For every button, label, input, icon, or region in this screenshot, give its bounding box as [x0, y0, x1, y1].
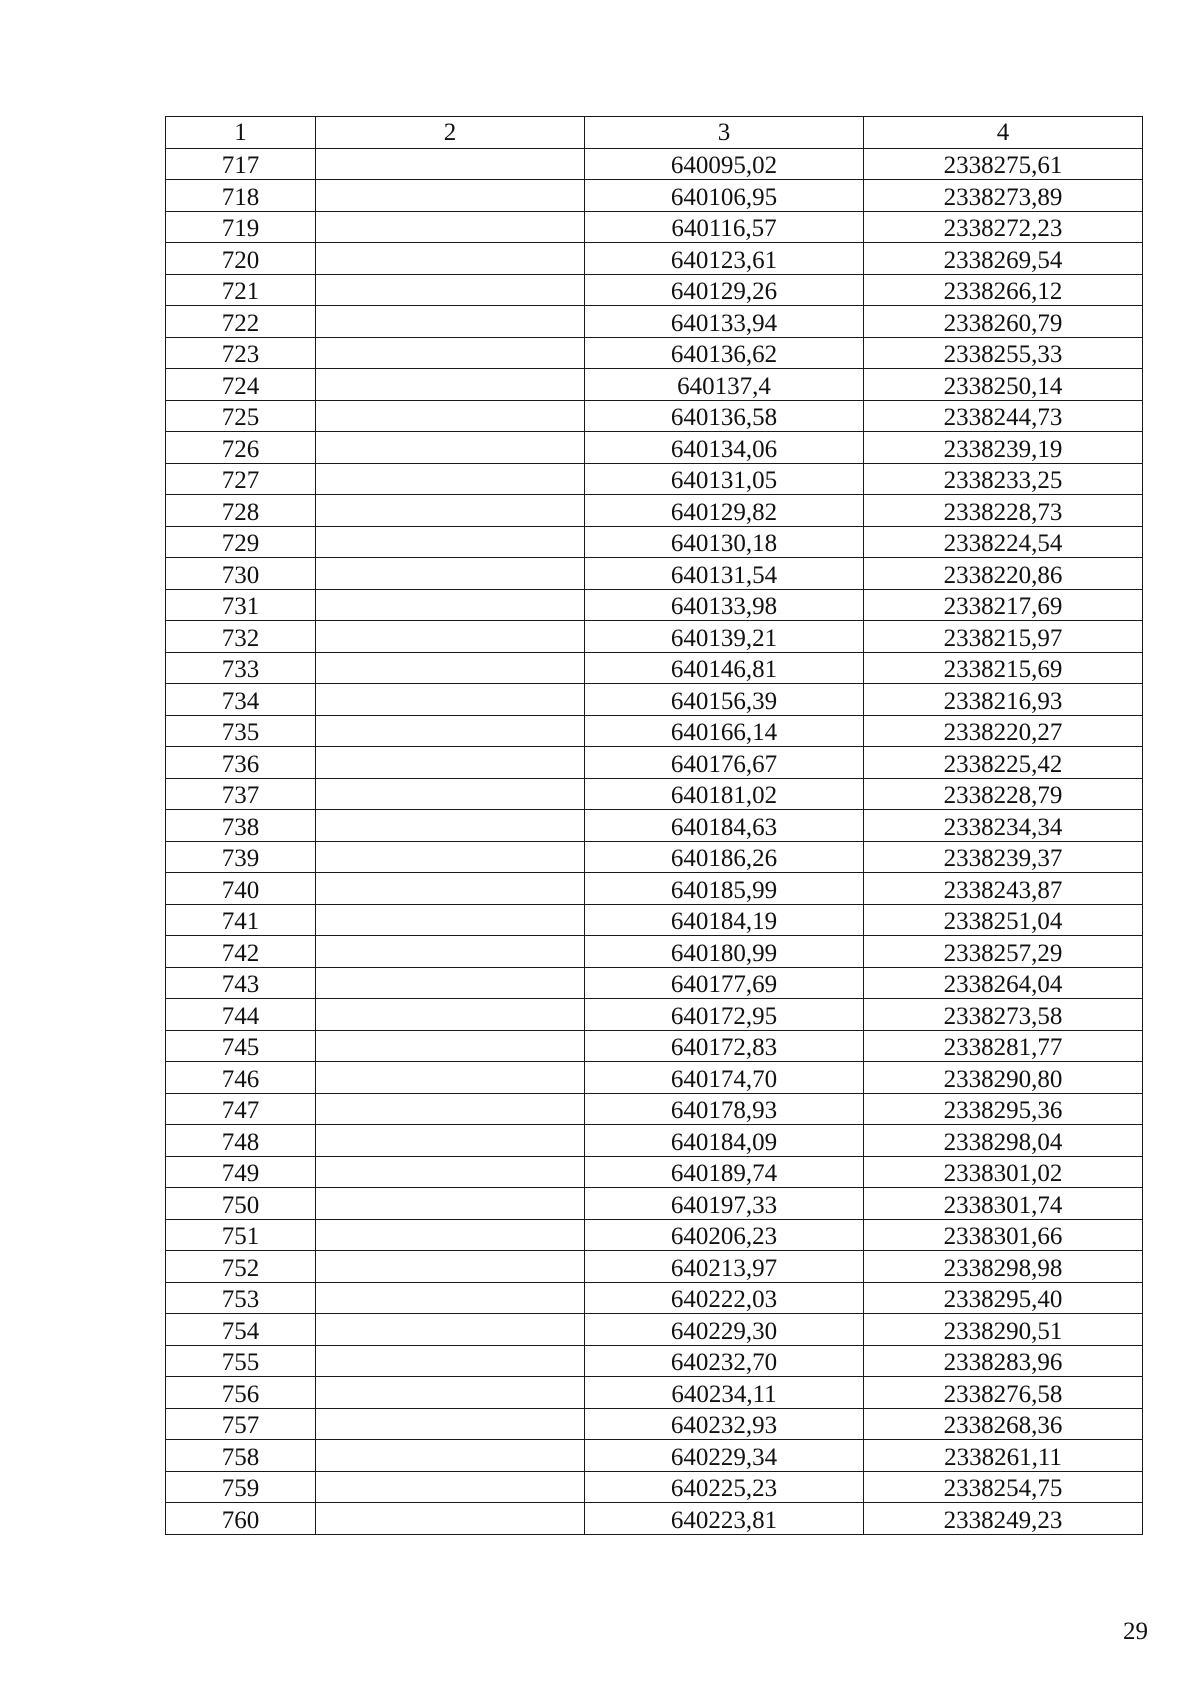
description-cell [316, 306, 585, 338]
table-body [166, 148, 1143, 1534]
x-coordinate-cell: 640177,69 [585, 967, 864, 999]
y-coordinate-cell: 2338301,66 [864, 1219, 1143, 1251]
description-cell [316, 873, 585, 905]
description-cell [316, 1471, 585, 1503]
x-coordinate-cell: 640129,26 [585, 274, 864, 306]
x-coordinate-cell: 640136,62 [585, 337, 864, 369]
point-number-cell: 758 [166, 1440, 316, 1472]
table-row [166, 715, 1143, 747]
description-cell [316, 652, 585, 684]
x-coordinate-cell: 640176,67 [585, 747, 864, 779]
description-cell [316, 1251, 585, 1283]
description-cell [316, 1093, 585, 1125]
description-cell [316, 936, 585, 968]
point-number-cell: 734 [166, 684, 316, 716]
y-coordinate-cell: 2338254,75 [864, 1471, 1143, 1503]
y-coordinate-cell: 2338301,74 [864, 1188, 1143, 1220]
table-row [166, 1377, 1143, 1409]
y-coordinate-cell: 2338225,42 [864, 747, 1143, 779]
x-coordinate-cell: 640223,81 [585, 1503, 864, 1535]
point-number-cell: 744 [166, 999, 316, 1031]
y-coordinate-cell: 2338272,23 [864, 211, 1143, 243]
point-number-cell: 723 [166, 337, 316, 369]
point-number-cell: 753 [166, 1282, 316, 1314]
description-cell [316, 810, 585, 842]
description-cell [316, 589, 585, 621]
point-number-cell: 751 [166, 1219, 316, 1251]
point-number-cell: 720 [166, 243, 316, 275]
x-coordinate-cell: 640186,26 [585, 841, 864, 873]
point-number-cell: 739 [166, 841, 316, 873]
point-number-cell: 718 [166, 180, 316, 212]
x-coordinate-cell: 640172,95 [585, 999, 864, 1031]
point-number-cell: 746 [166, 1062, 316, 1094]
y-coordinate-cell: 2338217,69 [864, 589, 1143, 621]
table-row [166, 1030, 1143, 1062]
y-coordinate-cell: 2338215,69 [864, 652, 1143, 684]
x-coordinate-cell: 640232,70 [585, 1345, 864, 1377]
x-coordinate-cell: 640156,39 [585, 684, 864, 716]
x-coordinate-cell: 640178,93 [585, 1093, 864, 1125]
x-coordinate-cell: 640095,02 [585, 148, 864, 180]
point-number-cell: 756 [166, 1377, 316, 1409]
point-number-cell: 721 [166, 274, 316, 306]
point-number-cell: 742 [166, 936, 316, 968]
point-number-cell: 748 [166, 1125, 316, 1157]
point-number-cell: 737 [166, 778, 316, 810]
header-cell-4: 4 [864, 117, 1143, 149]
y-coordinate-cell: 2338233,25 [864, 463, 1143, 495]
description-cell [316, 1440, 585, 1472]
x-coordinate-cell: 640116,57 [585, 211, 864, 243]
y-coordinate-cell: 2338251,04 [864, 904, 1143, 936]
table-row [166, 400, 1143, 432]
point-number-cell: 729 [166, 526, 316, 558]
description-cell [316, 180, 585, 212]
description-cell [316, 1314, 585, 1346]
description-cell [316, 904, 585, 936]
x-coordinate-cell: 640185,99 [585, 873, 864, 905]
table-row [166, 652, 1143, 684]
point-number-cell: 749 [166, 1156, 316, 1188]
table-row [166, 778, 1143, 810]
table-row [166, 1503, 1143, 1535]
table-row [166, 1440, 1143, 1472]
point-number-cell: 752 [166, 1251, 316, 1283]
table-row [166, 1471, 1143, 1503]
description-cell [316, 1188, 585, 1220]
point-number-cell: 731 [166, 589, 316, 621]
x-coordinate-cell: 640234,11 [585, 1377, 864, 1409]
y-coordinate-cell: 2338220,27 [864, 715, 1143, 747]
y-coordinate-cell: 2338268,36 [864, 1408, 1143, 1440]
table-row [166, 1251, 1143, 1283]
y-coordinate-cell: 2338216,93 [864, 684, 1143, 716]
point-number-cell: 754 [166, 1314, 316, 1346]
y-coordinate-cell: 2338295,36 [864, 1093, 1143, 1125]
x-coordinate-cell: 640229,30 [585, 1314, 864, 1346]
point-number-cell: 745 [166, 1030, 316, 1062]
x-coordinate-cell: 640172,83 [585, 1030, 864, 1062]
y-coordinate-cell: 2338250,14 [864, 369, 1143, 401]
y-coordinate-cell: 2338220,86 [864, 558, 1143, 590]
x-coordinate-cell: 640184,09 [585, 1125, 864, 1157]
table-row [166, 1093, 1143, 1125]
y-coordinate-cell: 2338228,79 [864, 778, 1143, 810]
y-coordinate-cell: 2338234,34 [864, 810, 1143, 842]
description-cell [316, 211, 585, 243]
table-row [166, 1314, 1143, 1346]
y-coordinate-cell: 2338281,77 [864, 1030, 1143, 1062]
table-row [166, 180, 1143, 212]
x-coordinate-cell: 640184,19 [585, 904, 864, 936]
description-cell [316, 243, 585, 275]
point-number-cell: 757 [166, 1408, 316, 1440]
table-row [166, 558, 1143, 590]
description-cell [316, 747, 585, 779]
point-number-cell: 759 [166, 1471, 316, 1503]
y-coordinate-cell: 2338224,54 [864, 526, 1143, 558]
table-row [166, 526, 1143, 558]
point-number-cell: 733 [166, 652, 316, 684]
point-number-cell: 727 [166, 463, 316, 495]
y-coordinate-cell: 2338249,23 [864, 1503, 1143, 1535]
description-cell [316, 999, 585, 1031]
y-coordinate-cell: 2338239,19 [864, 432, 1143, 464]
point-number-cell: 735 [166, 715, 316, 747]
table-row [166, 306, 1143, 338]
y-coordinate-cell: 2338298,98 [864, 1251, 1143, 1283]
description-cell [316, 715, 585, 747]
table-row [166, 495, 1143, 527]
description-cell [316, 1345, 585, 1377]
y-coordinate-cell: 2338264,04 [864, 967, 1143, 999]
y-coordinate-cell: 2338261,11 [864, 1440, 1143, 1472]
description-cell [316, 967, 585, 999]
y-coordinate-cell: 2338269,54 [864, 243, 1143, 275]
x-coordinate-cell: 640197,33 [585, 1188, 864, 1220]
point-number-cell: 747 [166, 1093, 316, 1125]
table-row [166, 747, 1143, 779]
description-cell [316, 1156, 585, 1188]
point-number-cell: 740 [166, 873, 316, 905]
y-coordinate-cell: 2338275,61 [864, 148, 1143, 180]
x-coordinate-cell: 640134,06 [585, 432, 864, 464]
x-coordinate-cell: 640123,61 [585, 243, 864, 275]
table-row [166, 243, 1143, 275]
table-row [166, 589, 1143, 621]
table-row [166, 1219, 1143, 1251]
description-cell [316, 1219, 585, 1251]
x-coordinate-cell: 640106,95 [585, 180, 864, 212]
table-row [166, 841, 1143, 873]
table-row [166, 463, 1143, 495]
point-number-cell: 730 [166, 558, 316, 590]
y-coordinate-cell: 2338295,40 [864, 1282, 1143, 1314]
description-cell [316, 400, 585, 432]
y-coordinate-cell: 2338244,73 [864, 400, 1143, 432]
table-row [166, 1156, 1143, 1188]
table-row [166, 684, 1143, 716]
y-coordinate-cell: 2338215,97 [864, 621, 1143, 653]
point-number-cell: 755 [166, 1345, 316, 1377]
y-coordinate-cell: 2338255,33 [864, 337, 1143, 369]
description-cell [316, 621, 585, 653]
table-row [166, 621, 1143, 653]
x-coordinate-cell: 640229,34 [585, 1440, 864, 1472]
table-row [166, 1062, 1143, 1094]
x-coordinate-cell: 640139,21 [585, 621, 864, 653]
description-cell [316, 1282, 585, 1314]
x-coordinate-cell: 640232,93 [585, 1408, 864, 1440]
description-cell [316, 1125, 585, 1157]
description-cell [316, 432, 585, 464]
table-row [166, 936, 1143, 968]
y-coordinate-cell: 2338243,87 [864, 873, 1143, 905]
table-row [166, 1408, 1143, 1440]
table-row [166, 1282, 1143, 1314]
description-cell [316, 369, 585, 401]
table-row [166, 999, 1143, 1031]
description-cell [316, 1503, 585, 1535]
description-cell [316, 841, 585, 873]
description-cell [316, 778, 585, 810]
x-coordinate-cell: 640174,70 [585, 1062, 864, 1094]
x-coordinate-cell: 640206,23 [585, 1219, 864, 1251]
point-number-cell: 725 [166, 400, 316, 432]
table-row [166, 337, 1143, 369]
table-row [166, 369, 1143, 401]
x-coordinate-cell: 640133,94 [585, 306, 864, 338]
x-coordinate-cell: 640133,98 [585, 589, 864, 621]
y-coordinate-cell: 2338298,04 [864, 1125, 1143, 1157]
x-coordinate-cell: 640131,05 [585, 463, 864, 495]
y-coordinate-cell: 2338228,73 [864, 495, 1143, 527]
table-row [166, 432, 1143, 464]
table-row [166, 810, 1143, 842]
description-cell [316, 1030, 585, 1062]
point-number-cell: 728 [166, 495, 316, 527]
x-coordinate-cell: 640130,18 [585, 526, 864, 558]
point-number-cell: 741 [166, 904, 316, 936]
table-row [166, 1125, 1143, 1157]
point-number-cell: 726 [166, 432, 316, 464]
x-coordinate-cell: 640189,74 [585, 1156, 864, 1188]
description-cell [316, 463, 585, 495]
header-cell-2: 2 [316, 117, 585, 149]
x-coordinate-cell: 640136,58 [585, 400, 864, 432]
page-number: 29 [1123, 1618, 1148, 1645]
description-cell [316, 274, 585, 306]
point-number-cell: 719 [166, 211, 316, 243]
table-row [166, 967, 1143, 999]
description-cell [316, 148, 585, 180]
y-coordinate-cell: 2338257,29 [864, 936, 1143, 968]
y-coordinate-cell: 2338283,96 [864, 1345, 1143, 1377]
description-cell [316, 558, 585, 590]
x-coordinate-cell: 640184,63 [585, 810, 864, 842]
point-number-cell: 743 [166, 967, 316, 999]
description-cell [316, 1377, 585, 1409]
x-coordinate-cell: 640180,99 [585, 936, 864, 968]
x-coordinate-cell: 640181,02 [585, 778, 864, 810]
table-row [166, 148, 1143, 180]
y-coordinate-cell: 2338290,51 [864, 1314, 1143, 1346]
y-coordinate-cell: 2338276,58 [864, 1377, 1143, 1409]
description-cell [316, 495, 585, 527]
header-row [166, 117, 1143, 149]
point-number-cell: 760 [166, 1503, 316, 1535]
x-coordinate-cell: 640137,4 [585, 369, 864, 401]
point-number-cell: 717 [166, 148, 316, 180]
header-cell-3: 3 [585, 117, 864, 149]
point-number-cell: 738 [166, 810, 316, 842]
point-number-cell: 722 [166, 306, 316, 338]
y-coordinate-cell: 2338239,37 [864, 841, 1143, 873]
description-cell [316, 337, 585, 369]
table-row [166, 1345, 1143, 1377]
description-cell [316, 684, 585, 716]
description-cell [316, 526, 585, 558]
table-row [166, 904, 1143, 936]
description-cell [316, 1062, 585, 1094]
point-number-cell: 732 [166, 621, 316, 653]
y-coordinate-cell: 2338273,58 [864, 999, 1143, 1031]
table-row [166, 211, 1143, 243]
x-coordinate-cell: 640129,82 [585, 495, 864, 527]
table-row [166, 873, 1143, 905]
y-coordinate-cell: 2338290,80 [864, 1062, 1143, 1094]
coordinates-table [165, 116, 1143, 1535]
point-number-cell: 750 [166, 1188, 316, 1220]
table-row [166, 1188, 1143, 1220]
point-number-cell: 724 [166, 369, 316, 401]
x-coordinate-cell: 640131,54 [585, 558, 864, 590]
x-coordinate-cell: 640166,14 [585, 715, 864, 747]
table-header [166, 117, 1143, 149]
x-coordinate-cell: 640222,03 [585, 1282, 864, 1314]
x-coordinate-cell: 640146,81 [585, 652, 864, 684]
x-coordinate-cell: 640213,97 [585, 1251, 864, 1283]
y-coordinate-cell: 2338273,89 [864, 180, 1143, 212]
point-number-cell: 736 [166, 747, 316, 779]
x-coordinate-cell: 640225,23 [585, 1471, 864, 1503]
y-coordinate-cell: 2338301,02 [864, 1156, 1143, 1188]
header-cell-1: 1 [166, 117, 316, 149]
y-coordinate-cell: 2338260,79 [864, 306, 1143, 338]
table-row [166, 274, 1143, 306]
description-cell [316, 1408, 585, 1440]
y-coordinate-cell: 2338266,12 [864, 274, 1143, 306]
